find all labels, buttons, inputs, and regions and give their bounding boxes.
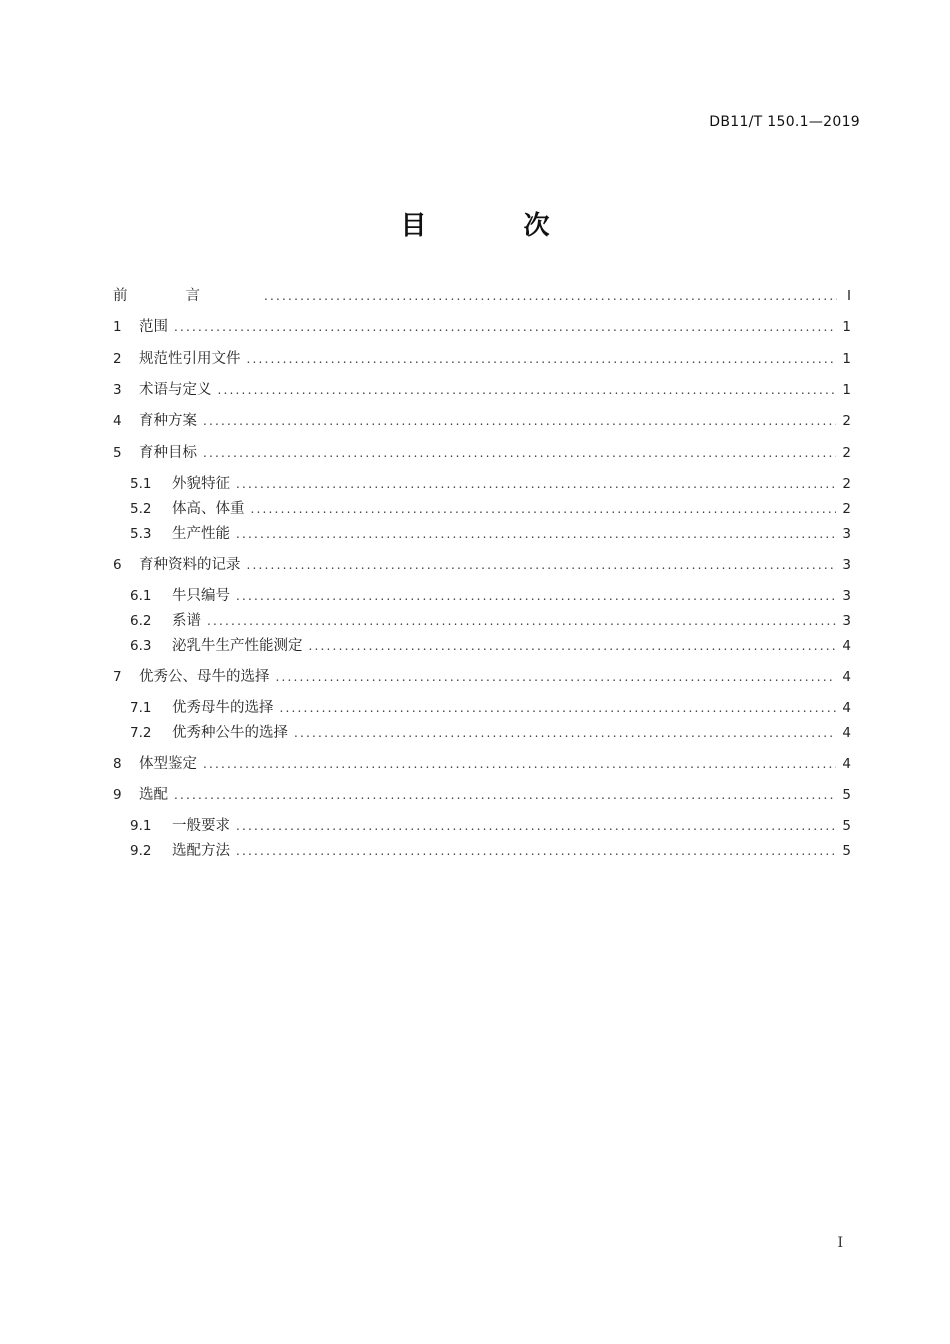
toc-leader-dots <box>309 635 837 657</box>
toc-entry-label: 优秀公、母牛的选择 <box>139 669 270 685</box>
toc-leader-dots <box>203 410 836 432</box>
toc-entry-page: 1 <box>842 382 851 398</box>
toc-entry-page: 3 <box>842 613 851 629</box>
toc-entry-number: 9.2 <box>130 843 152 859</box>
toc-entry-page: 2 <box>842 445 851 461</box>
toc-entry-label: 系谱 <box>172 613 201 629</box>
toc-entry-label: 优秀种公牛的选择 <box>172 725 288 741</box>
toc-subentry[interactable] <box>113 523 851 545</box>
toc-leader-dots <box>174 784 836 806</box>
toc-leader-dots <box>174 316 836 338</box>
toc-entry-page: 2 <box>842 476 851 492</box>
toc-entry-label: 一般要求 <box>172 818 230 834</box>
toc-entry-label: 选配方法 <box>172 843 230 859</box>
toc-leader-dots <box>236 473 836 495</box>
toc-entry-number: 3 <box>113 382 122 398</box>
toc-entry-page: 4 <box>842 638 851 654</box>
toc-entry[interactable] <box>113 285 851 307</box>
toc-subentry[interactable] <box>113 610 851 632</box>
toc-leader-dots <box>294 722 836 744</box>
toc-entry-label: 生产性能 <box>172 526 230 542</box>
toc-entry-label: 牛只编号 <box>172 588 230 604</box>
toc-entry-page: 3 <box>842 526 851 542</box>
toc-entry-label: 规范性引用文件 <box>139 351 241 367</box>
toc-entry-label: 育种方案 <box>139 413 197 429</box>
toc-entry-number: 7 <box>113 669 122 685</box>
toc-subentry[interactable] <box>113 722 851 744</box>
toc-entry-number: 9 <box>113 787 122 803</box>
toc-entry-number: 7.1 <box>130 700 152 716</box>
toc-entry-page: 2 <box>842 413 851 429</box>
toc-entry-page: 4 <box>842 725 851 741</box>
toc-leader-dots <box>251 498 837 520</box>
toc-subentry[interactable] <box>113 697 851 719</box>
toc-leader-dots <box>264 285 837 307</box>
footer-page-number: I <box>837 1235 843 1251</box>
toc-leader-dots <box>236 815 836 837</box>
toc-subentry[interactable] <box>113 498 851 520</box>
toc-entry-number: 2 <box>113 351 122 367</box>
toc-entry[interactable] <box>113 379 851 401</box>
toc-leader-dots <box>207 610 836 632</box>
toc-entry-label: 前言 <box>113 288 258 304</box>
toc-entry-label: 育种资料的记录 <box>139 557 241 573</box>
toc-entry-number: 1 <box>113 319 122 335</box>
toc-entry[interactable] <box>113 348 851 370</box>
toc-subentry[interactable] <box>113 585 851 607</box>
toc-entry-page: 5 <box>842 787 851 803</box>
toc-leader-dots <box>280 697 837 719</box>
toc-entry[interactable] <box>113 666 851 688</box>
toc-entry-number: 5.2 <box>130 501 152 517</box>
toc-entry[interactable] <box>113 442 851 464</box>
toc-entry-page: 2 <box>842 501 851 517</box>
toc-entry[interactable] <box>113 554 851 576</box>
toc-entry-label: 外貌特征 <box>172 476 230 492</box>
toc-entry-number: 6.2 <box>130 613 152 629</box>
toc-entry-label: 体高、体重 <box>172 501 245 517</box>
toc-leader-dots <box>247 348 837 370</box>
toc-entry-number: 5.1 <box>130 476 152 492</box>
toc-entry-page: 4 <box>842 669 851 685</box>
toc-leader-dots <box>236 585 836 607</box>
toc-entry-page: 3 <box>842 557 851 573</box>
toc-entry[interactable] <box>113 753 851 775</box>
toc-leader-dots <box>218 379 837 401</box>
toc-entry-label: 泌乳牛生产性能测定 <box>172 638 303 654</box>
toc-entry-number: 8 <box>113 756 122 772</box>
toc-entry-label: 体型鉴定 <box>139 756 197 772</box>
toc-entry-label: 选配 <box>139 787 168 803</box>
toc-entry-number: 6 <box>113 557 122 573</box>
toc-entry-number: 6.1 <box>130 588 152 604</box>
toc-subentry[interactable] <box>113 840 851 862</box>
toc-entry-page: 4 <box>842 700 851 716</box>
toc-entry-page: 5 <box>842 843 851 859</box>
toc-entry[interactable] <box>113 784 851 806</box>
toc-leader-dots <box>276 666 837 688</box>
toc-entry-number: 5 <box>113 445 122 461</box>
toc-entry-page: 3 <box>842 588 851 604</box>
toc-entry-number: 7.2 <box>130 725 152 741</box>
toc-entry-number: 4 <box>113 413 122 429</box>
toc-entry-label: 育种目标 <box>139 445 197 461</box>
page-title: 目 次 <box>400 211 594 241</box>
standard-code: DB11/T 150.1—2019 <box>709 114 860 130</box>
toc-entry-number: 5.3 <box>130 526 152 542</box>
toc-subentry[interactable] <box>113 473 851 495</box>
toc-entry-label: 术语与定义 <box>139 382 212 398</box>
toc-entry-page: I <box>847 288 851 304</box>
toc-entry-page: 1 <box>842 319 851 335</box>
toc-entry[interactable] <box>113 410 851 432</box>
toc-entry-label: 范围 <box>139 319 168 335</box>
toc-subentry[interactable] <box>113 635 851 657</box>
toc-leader-dots <box>236 523 836 545</box>
toc-entry-number: 9.1 <box>130 818 152 834</box>
toc-subentry[interactable] <box>113 815 851 837</box>
toc-entry-number: 6.3 <box>130 638 152 654</box>
toc-leader-dots <box>236 840 836 862</box>
toc-entry-page: 5 <box>842 818 851 834</box>
toc-entry[interactable] <box>113 316 851 338</box>
toc-leader-dots <box>247 554 837 576</box>
toc-leader-dots <box>203 442 836 464</box>
toc-entry-page: 4 <box>842 756 851 772</box>
toc-leader-dots <box>203 753 836 775</box>
toc-entry-label: 优秀母牛的选择 <box>172 700 274 716</box>
toc-entry-page: 1 <box>842 351 851 367</box>
